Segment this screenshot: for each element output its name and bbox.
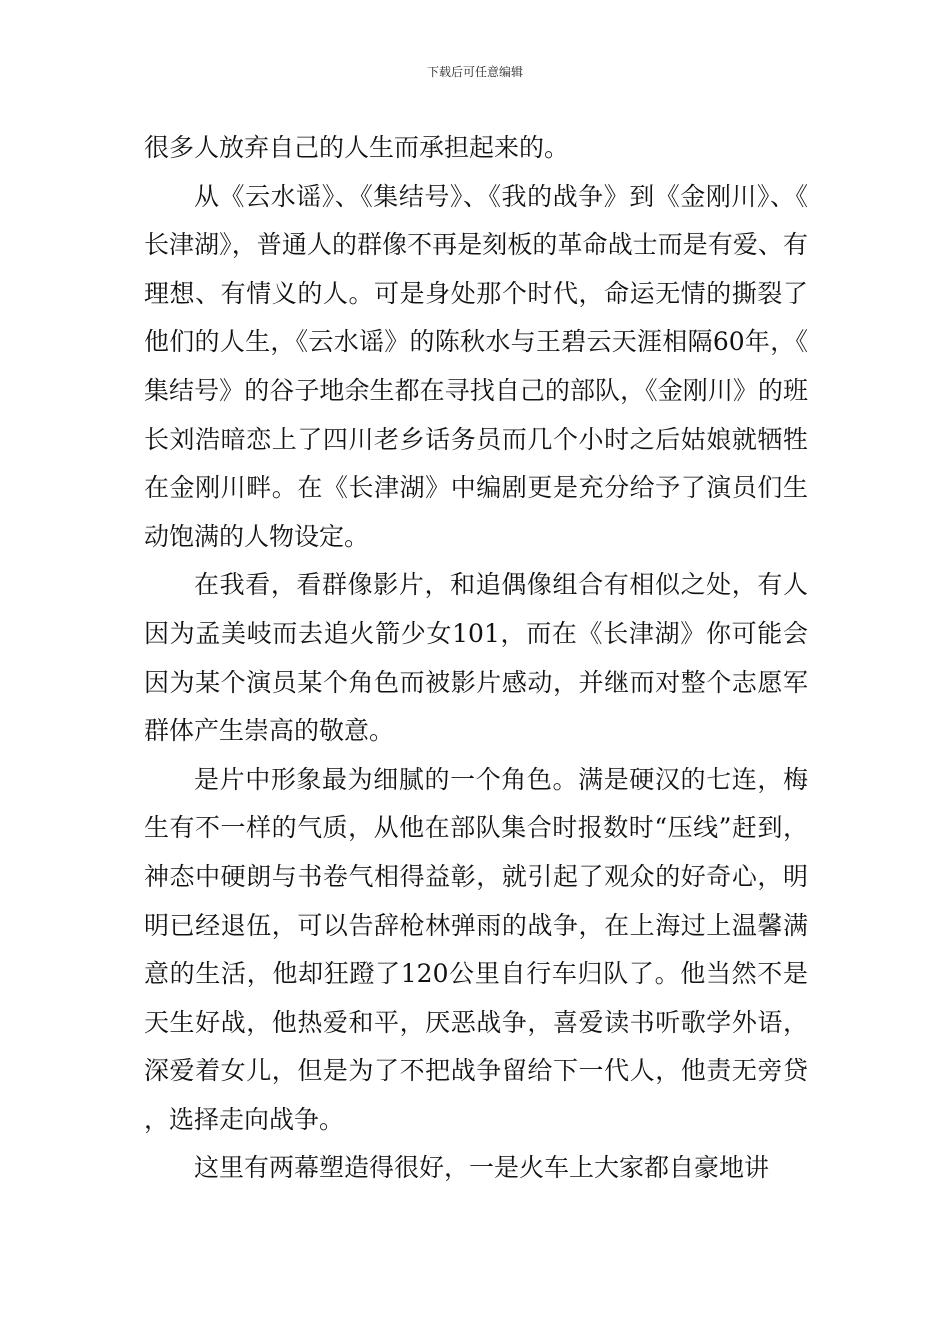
paragraph: 在我看，看群像影片，和追偶像组合有相似之处，有人因为孟美岐而去追火箭少女101，而在《长津湖》你可能会因为某个演员某个角色而被影片感动，并继而对整个志愿军群体产生崇高的敬意。: [144, 570, 808, 746]
page-header: 下载后可任意编辑: [426, 65, 523, 79]
paragraph: 是片中形象最为细腻的一个角色。满是硬汉的七连，梅生有不一样的气质，从他在部队集合时报数时“压线”赶到，神态中硬朗与书卷气相得益彰，就引起了观众的好奇心，明明已经退伍，可以告辞枪林弹雨的战争，在上海过上温馨满意的生活，他却狂蹬了120公里自行车归队了。他当然不是天生好战，他热爱和平，厌恶战争，喜爱读书听歌学外语，深爱着女儿，但是为了不把战争留给下一代人，他责无旁贷，选择走向战争。: [144, 764, 808, 1134]
document-body: [144, 124, 808, 1193]
paragraph: 很多人放弃自己的人生而承担起来的。: [144, 133, 570, 162]
paragraph: 从《云水谣》、《集结号》、《我的战争》到《金刚川》、《长津湖》，普通人的群像不再是刻板的革命战士而是有爱、有理想、有情义的人。可是身处那个时代，命运无情的撕裂了他们的人生，《云水谣》的陈秋水与王碧云天涯相隔60年，《集结号》的谷子地余生都在寻找自己的部队，《金刚川》的班长刘浩暗恋上了四川老乡话务员而几个小时之后姑娘就牺牲在金刚川畔。在《长津湖》中编剧更是充分给予了演员们生动饱满的人物设定。: [144, 181, 808, 551]
paragraph: 这里有两幕塑造得很好，一是火车上大家都自豪地讲: [194, 1153, 770, 1183]
